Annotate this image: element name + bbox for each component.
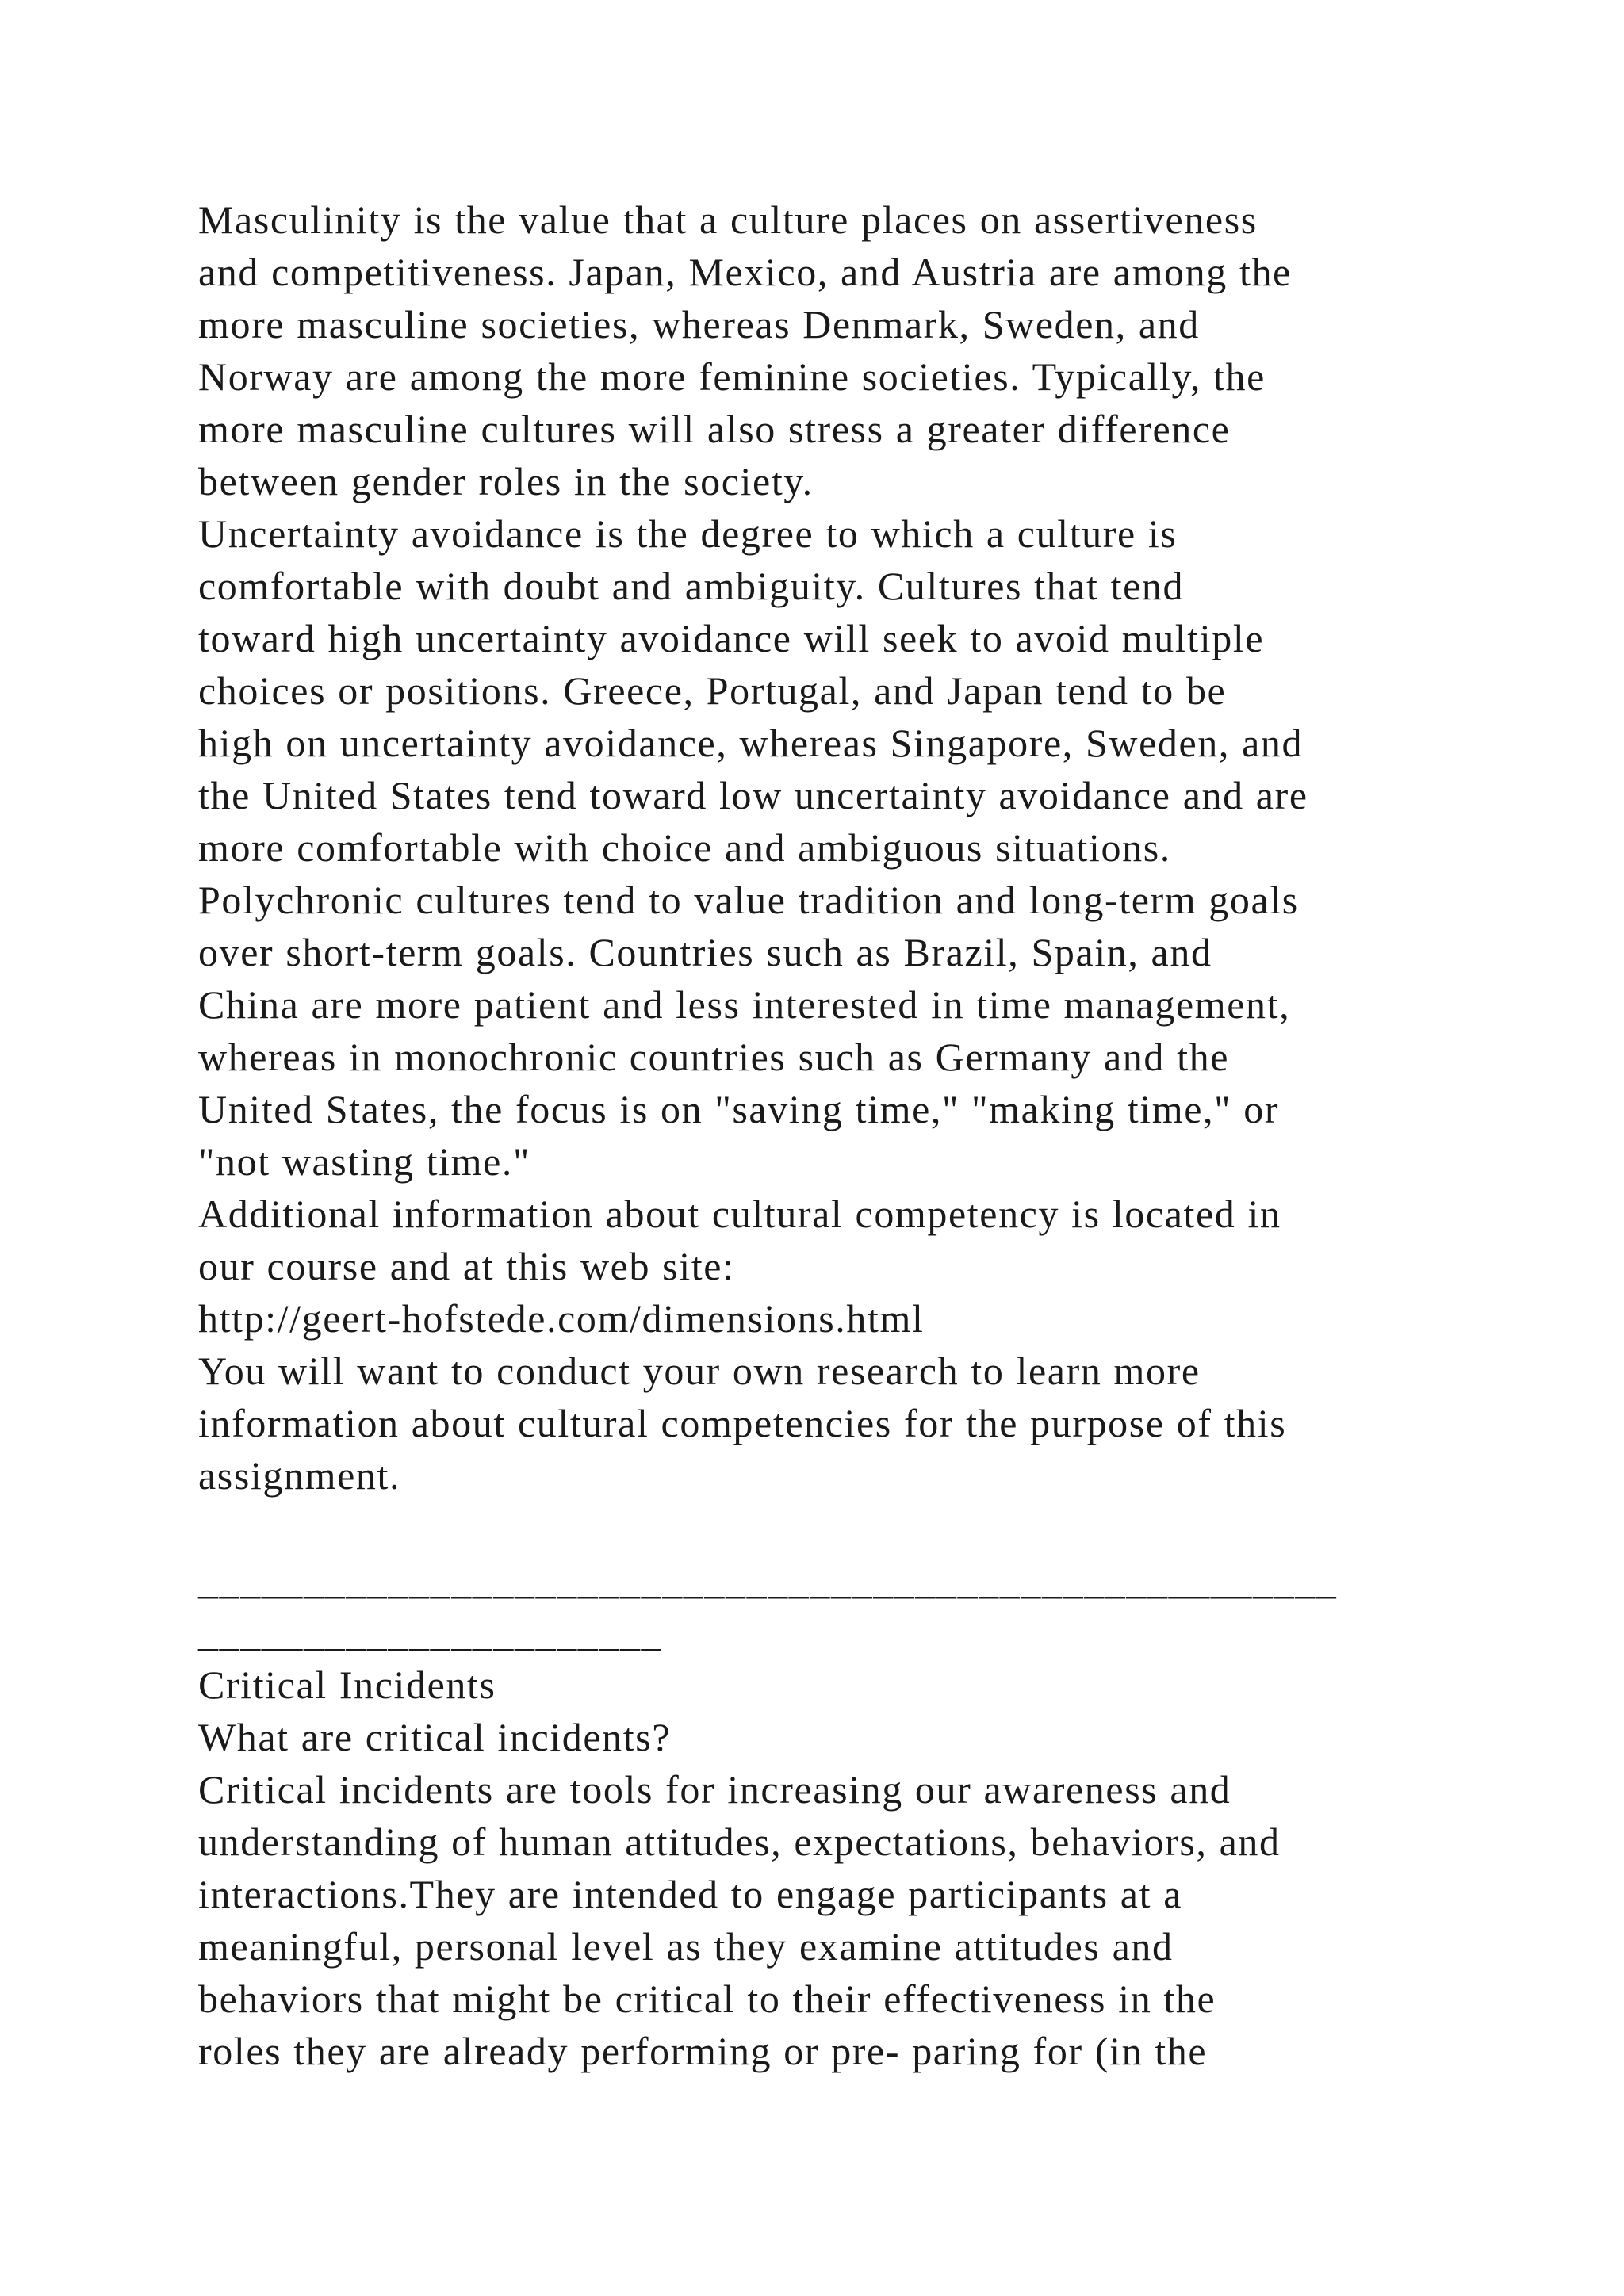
body-line: high on uncertainty avoidance, whereas Singapore, Sweden, and xyxy=(198,721,1304,765)
body-line: toward high uncertainty avoidance will seek to avoid multiple xyxy=(198,616,1265,660)
body-line: choices or positions. Greece, Portugal, and Japan tend to be xyxy=(198,668,1227,713)
body-line: over short-term goals. Countries such as Brazil, Spain, and xyxy=(198,930,1212,974)
body-line: the United States tend toward low uncertainty avoidance and are xyxy=(198,773,1308,817)
body-line: Masculinity is the value that a culture places on assertiveness xyxy=(198,197,1258,242)
body-line: more masculine societies, whereas Denmark, Sweden, and xyxy=(198,302,1200,346)
body-line: more masculine cultures will also stress a greater difference xyxy=(198,407,1231,451)
body-line: whereas in monochronic countries such as Germany and the xyxy=(198,1035,1229,1079)
body-line: assignment. xyxy=(198,1453,401,1498)
web-link[interactable]: http://geert-hofstede.com/dimensions.html xyxy=(198,1296,925,1341)
body-line: roles they are already performing or pre- paring for (in the xyxy=(198,2029,1208,2073)
section-title: Critical Incidents xyxy=(198,1663,496,1707)
body-line: comfortable with doubt and ambiguity. Cultures that tend xyxy=(198,564,1185,608)
body-line: "not wasting time." xyxy=(198,1139,531,1184)
blank-line xyxy=(198,1502,1483,1554)
body-line: Norway are among the more feminine societies. Typically, the xyxy=(198,354,1266,399)
separator-line: ______________________________________________________ xyxy=(198,1558,1338,1602)
body-line: understanding of human attitudes, expectations, behaviors, and xyxy=(198,1820,1281,1864)
body-line: Critical incidents are tools for increasing our awareness and xyxy=(198,1767,1231,1812)
document-body xyxy=(198,193,1483,2077)
body-line: Additional information about cultural competency is located in xyxy=(198,1192,1281,1236)
body-line: meaningful, personal level as they examine attitudes and xyxy=(198,1924,1174,1969)
body-line: China are more patient and less interested in time management, xyxy=(198,982,1291,1027)
body-line: and competitiveness. Japan, Mexico, and Austria are among the xyxy=(198,250,1292,294)
body-line: more comfortable with choice and ambiguous situations. xyxy=(198,825,1171,870)
body-line: You will want to conduct your own research to learn more xyxy=(198,1349,1201,1393)
section-question: What are critical incidents? xyxy=(198,1715,672,1759)
body-line: between gender roles in the society. xyxy=(198,459,814,503)
body-line: behaviors that might be critical to their effectiveness in the xyxy=(198,1976,1216,2021)
body-line: Uncertainty avoidance is the degree to which a culture is xyxy=(198,511,1178,556)
body-line: Polychronic cultures tend to value tradition and long-term goals xyxy=(198,878,1299,922)
body-line: United States, the focus is on "saving time," "making time," or xyxy=(198,1087,1280,1131)
body-line: interactions.They are intended to engage participants at a xyxy=(198,1872,1182,1916)
body-line: our course and at this web site: xyxy=(198,1244,735,1288)
body-line: information about cultural competencies for the purpose of this xyxy=(198,1401,1287,1445)
separator-line: ______________________ xyxy=(198,1610,663,1655)
